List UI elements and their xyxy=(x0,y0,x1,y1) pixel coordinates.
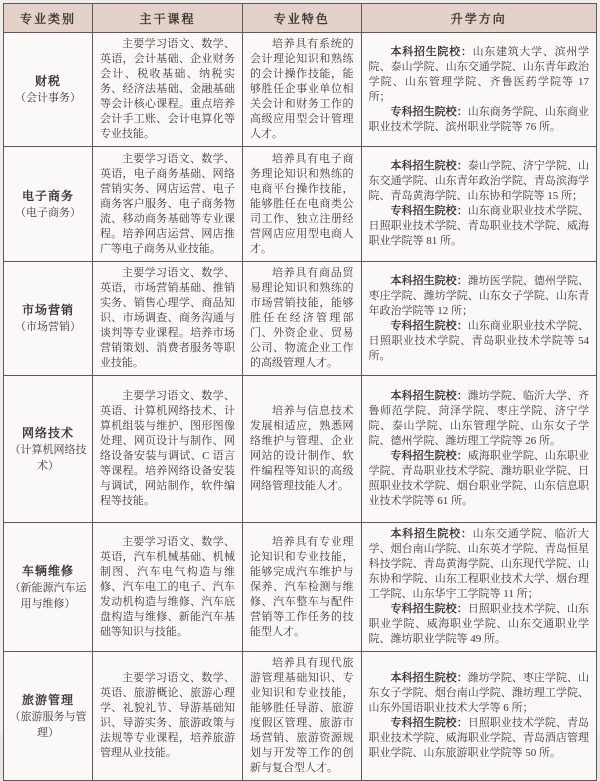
table-row xyxy=(4,147,597,262)
header-cell-category: 专业类别 xyxy=(4,4,93,33)
benke-schools: 山东建筑大学、滨州学院、泰山学院、山东交通学院、山东青年政治学院、山东管理学院、齐鲁医药学院等 17 所； xyxy=(368,45,590,103)
features-text: 培养具有电子商务理论知识和熟练的电商平台操作技能，能够胜任在电商类公司工作、独立注册经营网店应用型电商人才。 xyxy=(249,152,354,255)
category-title: 电子商务 xyxy=(21,188,74,203)
benke-label: 本科招生院校： xyxy=(390,390,468,402)
direction-benke xyxy=(369,274,589,319)
header-cell-courses: 主干课程 xyxy=(92,4,242,33)
courses-text: 主要学习语文、数学、英语、计算机网络技术、计算机组装与维护、图形图像处理、网页设计与制作、网络设备安装与调试、C 语言等课程。培养网络设备安装与调试，网站制作，软件编程等技能。 xyxy=(99,390,235,507)
benke-label: 本科招生院校： xyxy=(390,45,473,58)
courses-cell xyxy=(92,523,242,652)
direction-benke xyxy=(369,671,589,716)
category-subtitle: （电子商务） xyxy=(14,206,81,219)
features-cell xyxy=(242,652,361,781)
category-cell xyxy=(4,262,93,376)
direction-zhuanke xyxy=(369,449,589,509)
direction-cell xyxy=(361,652,596,781)
features-cell xyxy=(242,147,361,262)
category-title: 市场营销 xyxy=(21,303,74,318)
benke-label: 本科招生院校： xyxy=(390,274,468,287)
zhuanke-schools: 威海职业学院、山东职业学院、青岛职业技术学院、潍坊职业学院、日照职业技术学院、烟台职业学院、山东信息职业技术学院等 61 所。 xyxy=(368,450,590,507)
features-text: 培养具有专业理论知识和专业技能，能够完成汽车维护与保养、汽车检测与维修、汽车整车与配件营销等工作任务的技能型人才。 xyxy=(249,535,354,638)
zhuanke-schools: 山东商业职业技术学院、日照职业技术学院、青岛职业技术学院、威海职业学院等 81 所。 xyxy=(368,205,590,247)
direction-cell xyxy=(361,376,596,523)
table-row xyxy=(4,523,597,652)
category-cell xyxy=(4,33,93,147)
benke-schools: 山东交通学院、临沂大学、烟台南山学院、山东英才学院、青岛恒星科技学院、青岛黄海学院、山东现代学院、山东协和学院、山东工程职业技术大学、烟台理工学院、山东华宇工学院等 11 所； xyxy=(368,528,590,600)
category-title: 车辆维修 xyxy=(21,563,74,578)
zhuanke-schools: 山东商务学院、山东商业职业技术学院、滨州职业学院等 76 所。 xyxy=(368,105,590,133)
zhuanke-label: 专科招生院校： xyxy=(390,319,468,332)
category-subtitle: （新能源汽车运用与维修） xyxy=(9,581,87,610)
direction-zhuanke xyxy=(369,204,589,249)
courses-cell xyxy=(92,147,242,262)
courses-text: 主要学习语文、数学、英语，会计基础、企业财务会计、税收基础、纳税实务、经济法基础、金融基础等会计核心课程。重点培养会计手工账、会计电算化等专业技能。 xyxy=(99,38,235,140)
direction-cell xyxy=(361,523,596,652)
courses-text: 主要学习语文、数学、英语，电子商务基础、网络营销实务、网店运营、电子商务客户服务、电子商务物流、移动商务基础等专业课程。培养网店运营、网店推广等电子商务从业技能。 xyxy=(99,152,235,255)
benke-schools: 潍坊医学院、德州学院、枣庄学院、潍坊学院、山东女子学院、山东青年政治学院等 12 所； xyxy=(368,274,590,317)
zhuanke-schools: 日照职业技术学院、青岛职业技术学院、威海职业学院、青岛酒店管理职业学院、山东旅游职业学院等 50 所。 xyxy=(368,717,590,759)
category-subtitle: （市场营销） xyxy=(14,321,81,334)
category-subtitle: （旅游服务与管理） xyxy=(9,710,87,739)
direction-zhuanke xyxy=(369,105,589,135)
direction-zhuanke xyxy=(369,716,589,761)
zhuanke-label: 专科招生院校： xyxy=(390,603,468,615)
direction-benke xyxy=(369,159,589,204)
features-cell xyxy=(242,33,361,147)
features-cell xyxy=(242,376,361,523)
features-text: 培养具有商品贸易理论知识和熟练的市场营销技能，能够胜任在经济管理部门、外资企业、贸易公司、物流企业工作的高级管理人才。 xyxy=(249,267,354,369)
benke-schools: 潍坊学院、枣庄学院、山东女子学院、烟台南山学院、潍坊理工学院、山东外国语职业技术大学等 6 所； xyxy=(368,672,590,714)
benke-label: 本科招生院校： xyxy=(390,528,473,540)
benke-label: 本科招生院校： xyxy=(390,672,468,684)
table-row xyxy=(4,376,597,523)
category-cell xyxy=(4,523,93,652)
courses-cell xyxy=(92,376,242,523)
table-row xyxy=(4,652,597,781)
courses-cell xyxy=(92,262,242,376)
direction-benke xyxy=(369,45,589,105)
direction-cell xyxy=(361,147,596,262)
category-cell xyxy=(4,376,93,523)
table-row xyxy=(4,262,597,376)
direction-cell xyxy=(361,33,596,147)
zhuanke-label: 专科招生院校： xyxy=(390,450,468,462)
direction-cell xyxy=(361,262,596,376)
direction-zhuanke xyxy=(369,319,589,364)
category-title: 财税 xyxy=(34,74,61,89)
category-cell xyxy=(4,147,93,262)
features-cell xyxy=(242,523,361,652)
zhuanke-schools: 山东商业职业技术学院、日照职业技术学院、青岛职业技术学院等 54 所。 xyxy=(368,319,590,362)
courses-cell xyxy=(92,33,242,147)
category-subtitle: （计算机网络技术） xyxy=(9,443,87,472)
zhuanke-label: 专科招生院校： xyxy=(390,105,468,118)
zhuanke-label: 专科招生院校： xyxy=(390,717,468,729)
zhuanke-label: 专科招生院校： xyxy=(390,205,468,217)
zhuanke-schools: 日照职业技术学院、山东职业学院、威海职业学院、山东交通职业学院、潍坊职业学院等 49 所。 xyxy=(368,603,590,645)
table-header xyxy=(4,4,597,33)
benke-schools: 潍坊学院、临沂大学、齐鲁师范学院、菏泽学院、枣庄学院、济宁学院、泰山学院、山东管理学院、山东女子学院、德州学院、潍坊理工学院等 26 所。 xyxy=(368,390,590,447)
category-subtitle: （会计事务） xyxy=(14,92,81,105)
benke-schools: 泰山学院、济宁学院、山东交通学院、山东青年政治学院、青岛滨海学院、青岛黄海学院、山东协和学院等 15 所； xyxy=(368,160,590,202)
direction-zhuanke xyxy=(369,602,589,647)
header-cell-features: 专业特色 xyxy=(242,4,361,33)
direction-benke xyxy=(369,389,589,449)
benke-label: 本科招生院校： xyxy=(390,160,468,172)
table-row xyxy=(4,33,597,147)
features-text: 培养与信息技术发展相适应，熟悉网络维护与管理、企业网站的设计制作、软件编程等知识的高级网络管理技能人才。 xyxy=(249,405,354,492)
features-text: 培养具有系统的会计理论知识和熟练的会计操作技能，能够胜任企事业单位相关会计和财务工作的高级应用型会计管理人才。 xyxy=(249,38,354,140)
category-cell xyxy=(4,652,93,781)
majors-table xyxy=(3,3,597,781)
courses-text: 主要学习语文、数学、英语、旅游概论、旅游心理学、礼貌礼节、导游基础知识、导游实务、旅游政策与法规等专业课程，培养旅游管理从业技能。 xyxy=(99,672,235,759)
courses-text: 主要学习语文、数学、英语，市场营销基础、推销实务、销售心理学、商品知识、市场调查、商务沟通与谈判等专业课程。培养市场营销策划、消费者服务等职业技能。 xyxy=(99,267,235,369)
category-title: 网络技术 xyxy=(21,425,74,440)
features-cell xyxy=(242,262,361,376)
category-title: 旅游管理 xyxy=(21,692,74,707)
features-text: 培养具有现代旅游管理基础知识、专业知识和专业技能，能够胜任导游、旅游度假区管理、旅游市场营销、旅游资源规划与开发等工作的创新与复合型人才。 xyxy=(249,657,354,774)
courses-text: 主要学习语文、数学、英语，汽车机械基础、机械制图、汽车电气构造与维修、汽车电工的电子、汽车发动机构造与维修、汽车底盘构造与维修、新能汽车基础等知识与技能。 xyxy=(99,535,235,638)
direction-benke xyxy=(369,527,589,602)
header-cell-direction: 升学方向 xyxy=(361,4,596,33)
courses-cell xyxy=(92,652,242,781)
